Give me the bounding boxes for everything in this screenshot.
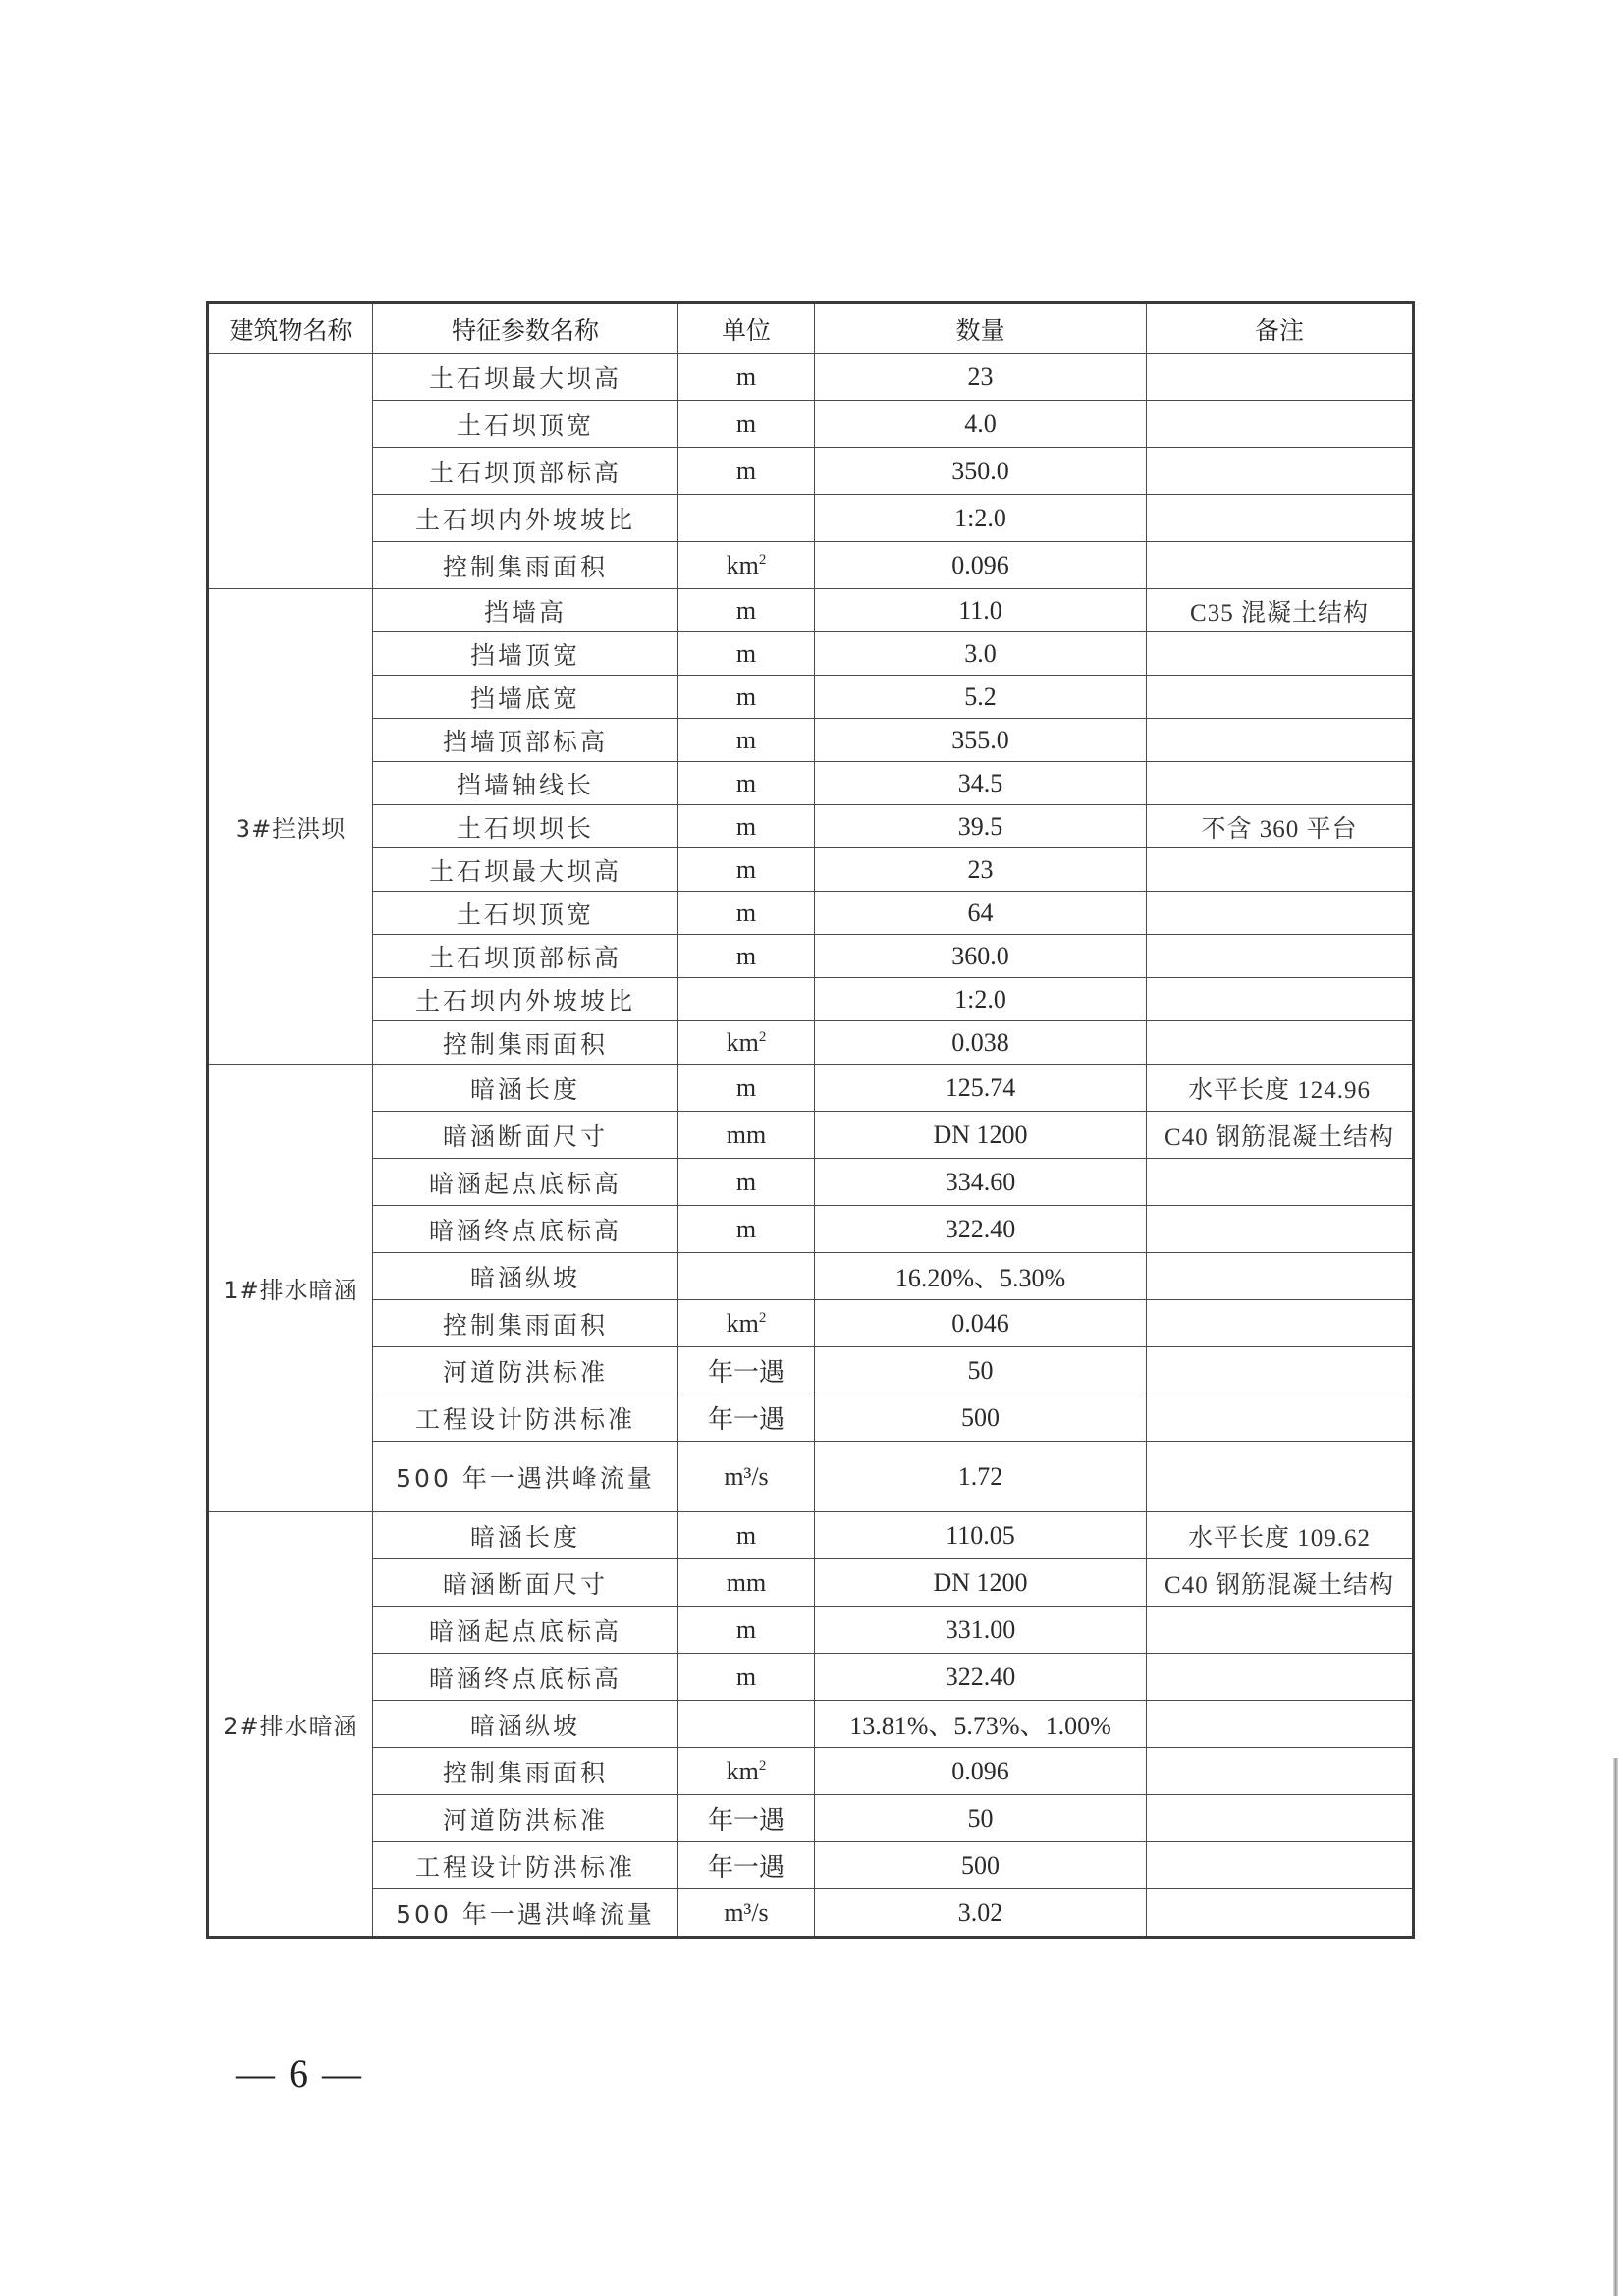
unit-text: m [735,456,757,485]
remark-cell [1147,542,1414,589]
unit-cell [678,1300,815,1347]
unit-cell [678,1442,815,1512]
quantity-cell: 39.5 [815,805,1147,848]
parameter-name-cell: 暗涵纵坡 [373,1701,678,1748]
remark-cell [1147,935,1414,978]
parameter-name-cell: 控制集雨面积 [373,1021,678,1065]
unit-text: km [726,1756,759,1785]
remark-cell [1147,1347,1414,1394]
unit-text: m [735,941,757,970]
remark-cell [1147,676,1414,719]
unit-superscript: 2 [758,551,767,568]
table-row [208,1607,1414,1654]
remark-cell [1147,1394,1414,1442]
parameter-name-cell: 挡墙顶部标高 [373,719,678,762]
table-header-row [208,303,1414,354]
quantity-cell: 4.0 [815,401,1147,448]
parameter-name-cell: 河道防洪标准 [373,1795,678,1842]
unit-cell [678,892,815,935]
unit-cell [678,1394,815,1442]
quantity-cell: 50 [815,1795,1147,1842]
table-row [208,848,1414,892]
remark-cell [1147,1159,1414,1206]
remark-cell [1147,892,1414,935]
parameter-name-cell: 土石坝最大坝高 [373,354,678,401]
remark-cell [1147,401,1414,448]
scan-edge-shadow [1613,1758,1618,2296]
unit-text: m [735,854,757,884]
unit-text: m [735,638,757,668]
remark-cell [1147,762,1414,805]
unit-cell [678,495,815,542]
unit-cell [678,1206,815,1253]
table-row [208,354,1414,401]
quantity-cell: 322.40 [815,1206,1147,1253]
unit-text: 年一遇 [707,1358,784,1387]
parameter-name-cell: 控制集雨面积 [373,1300,678,1347]
quantity-cell: 3.0 [815,632,1147,676]
unit-text: m³/s [724,1897,769,1927]
parameter-name-cell: 控制集雨面积 [373,1748,678,1795]
unit-cell [678,589,815,632]
remark-cell [1147,1607,1414,1654]
unit-cell [678,1159,815,1206]
parameter-name-cell: 土石坝内外坡坡比 [373,978,678,1021]
unit-cell [678,1654,815,1701]
table-row [208,1021,1414,1065]
header-building-name: 建筑物名称 [208,303,373,354]
remark-cell [1147,1300,1414,1347]
table-row [208,1065,1414,1112]
remark-cell [1147,448,1414,495]
table-row [208,978,1414,1021]
unit-cell [678,762,815,805]
unit-text: m [735,409,757,438]
remark-cell [1147,1889,1414,1938]
unit-text: m [735,1214,757,1243]
table-row [208,1442,1414,1512]
parameter-name-cell: 河道防洪标准 [373,1347,678,1394]
table-row [208,1300,1414,1347]
parameter-name-cell: 土石坝顶宽 [373,892,678,935]
table-row [208,1748,1414,1795]
parameter-name-cell: 挡墙顶宽 [373,632,678,676]
table-row [208,632,1414,676]
quantity-cell: 64 [815,892,1147,935]
parameter-name-cell: 挡墙轴线长 [373,762,678,805]
quantity-cell: 50 [815,1347,1147,1394]
unit-cell [678,719,815,762]
unit-superscript: 2 [758,1757,767,1774]
quantity-cell: 500 [815,1842,1147,1889]
quantity-cell: 334.60 [815,1159,1147,1206]
quantity-cell: 3.02 [815,1889,1147,1938]
table-row [208,935,1414,978]
unit-cell [678,1112,815,1159]
parameter-name-cell: 500 年一遇洪峰流量 [373,1442,678,1512]
unit-text: mm [726,1120,767,1149]
unit-text: m [735,725,757,754]
unit-cell [678,1559,815,1607]
remark-cell [1147,848,1414,892]
parameter-name-cell: 暗涵断面尺寸 [373,1559,678,1607]
page-number: — 6 — [236,2051,363,2096]
unit-text: 年一遇 [707,1806,784,1834]
parameter-name-cell: 土石坝顶部标高 [373,935,678,978]
unit-text: m [735,1614,757,1644]
unit-text: km [726,1308,759,1338]
unit-text: m [735,811,757,841]
unit-cell [678,1021,815,1065]
unit-text: m [735,1662,757,1691]
parameter-name-cell: 挡墙底宽 [373,676,678,719]
parameter-name-cell: 工程设计防洪标准 [373,1842,678,1889]
parameter-name-cell: 工程设计防洪标准 [373,1394,678,1442]
remark-cell: 不含 360 平台 [1147,805,1414,848]
unit-superscript: 2 [758,1309,767,1326]
unit-text: m [735,361,757,391]
header-quantity: 数量 [815,303,1147,354]
parameter-name-cell: 挡墙高 [373,589,678,632]
table-row [208,1842,1414,1889]
table-row [208,1559,1414,1607]
quantity-cell: DN 1200 [815,1559,1147,1607]
building-name-cell [208,354,373,589]
quantity-cell: 23 [815,848,1147,892]
unit-text: m³/s [724,1461,769,1491]
parameter-name-cell: 暗涵起点底标高 [373,1159,678,1206]
unit-cell [678,1795,815,1842]
parameter-name-cell: 暗涵长度 [373,1512,678,1559]
quantity-cell: 322.40 [815,1654,1147,1701]
table-row [208,805,1414,848]
parameter-name-cell: 暗涵断面尺寸 [373,1112,678,1159]
table-row [208,1112,1414,1159]
table-row [208,762,1414,805]
remark-cell: C35 混凝土结构 [1147,589,1414,632]
unit-text: m [735,1520,757,1550]
unit-cell [678,805,815,848]
header-parameter-name: 特征参数名称 [373,303,678,354]
remark-cell [1147,632,1414,676]
table-row [208,448,1414,495]
parameter-name-cell: 土石坝最大坝高 [373,848,678,892]
table-row [208,1701,1414,1748]
remark-cell [1147,1842,1414,1889]
remark-cell: 水平长度 124.96 [1147,1065,1414,1112]
unit-cell [678,632,815,676]
remark-cell [1147,1442,1414,1512]
quantity-cell: 5.2 [815,676,1147,719]
unit-cell [678,542,815,589]
quantity-cell: 0.046 [815,1300,1147,1347]
quantity-cell: 1:2.0 [815,978,1147,1021]
unit-text: 年一遇 [707,1853,784,1882]
parameter-name-cell: 土石坝坝长 [373,805,678,848]
table-row [208,1512,1414,1559]
table-row [208,1394,1414,1442]
unit-cell [678,1889,815,1938]
building-name-cell: 2#排水暗涵 [208,1512,373,1938]
remark-cell [1147,1253,1414,1300]
unit-cell [678,848,815,892]
unit-text: m [735,682,757,711]
remark-cell [1147,1654,1414,1701]
parameter-name-cell: 暗涵长度 [373,1065,678,1112]
remark-cell: C40 钢筋混凝土结构 [1147,1559,1414,1607]
table-body [208,354,1414,1938]
quantity-cell: 125.74 [815,1065,1147,1112]
table-row [208,589,1414,632]
table-row [208,1795,1414,1842]
quantity-cell: 360.0 [815,935,1147,978]
parameters-table [206,301,1415,1939]
parameter-name-cell: 500 年一遇洪峰流量 [373,1889,678,1938]
table-row [208,1253,1414,1300]
parameter-name-cell: 土石坝顶宽 [373,401,678,448]
unit-text: km [726,550,759,579]
remark-cell [1147,719,1414,762]
remark-cell [1147,1206,1414,1253]
quantity-cell: 13.81%、5.73%、1.00% [815,1701,1147,1748]
parameter-name-cell: 控制集雨面积 [373,542,678,589]
unit-text: m [735,595,757,625]
unit-text: m [735,768,757,797]
unit-cell [678,354,815,401]
quantity-cell: 0.038 [815,1021,1147,1065]
parameter-name-cell: 暗涵起点底标高 [373,1607,678,1654]
table-row [208,676,1414,719]
table-row [208,719,1414,762]
unit-cell [678,935,815,978]
table-row [208,1347,1414,1394]
quantity-cell: 355.0 [815,719,1147,762]
quantity-cell: 1:2.0 [815,495,1147,542]
quantity-cell: 110.05 [815,1512,1147,1559]
remark-cell: C40 钢筋混凝土结构 [1147,1112,1414,1159]
quantity-cell: 1.72 [815,1442,1147,1512]
quantity-cell: 0.096 [815,542,1147,589]
unit-text: mm [726,1567,767,1597]
unit-cell [678,448,815,495]
unit-cell [678,676,815,719]
unit-cell [678,401,815,448]
remark-cell [1147,354,1414,401]
table-row [208,892,1414,935]
remark-cell [1147,495,1414,542]
parameter-name-cell: 暗涵纵坡 [373,1253,678,1300]
unit-superscript: 2 [758,1028,767,1045]
unit-cell [678,1253,815,1300]
unit-cell [678,1701,815,1748]
remark-cell [1147,1748,1414,1795]
table-row [208,1159,1414,1206]
quantity-cell: 11.0 [815,589,1147,632]
building-name-cell: 3#拦洪坝 [208,589,373,1065]
unit-cell [678,1748,815,1795]
quantity-cell: 350.0 [815,448,1147,495]
unit-cell [678,1842,815,1889]
parameter-name-cell: 暗涵终点底标高 [373,1654,678,1701]
remark-cell: 水平长度 109.62 [1147,1512,1414,1559]
building-name-cell: 1#排水暗涵 [208,1065,373,1512]
parameter-name-cell: 土石坝内外坡坡比 [373,495,678,542]
unit-cell [678,1347,815,1394]
unit-text: m [735,898,757,927]
unit-text: m [735,1072,757,1102]
unit-text: km [726,1027,759,1057]
unit-text: m [735,1167,757,1196]
parameter-name-cell: 土石坝顶部标高 [373,448,678,495]
unit-cell [678,978,815,1021]
quantity-cell: 331.00 [815,1607,1147,1654]
unit-cell [678,1065,815,1112]
quantity-cell: 34.5 [815,762,1147,805]
remark-cell [1147,1021,1414,1065]
table-row [208,1889,1414,1938]
quantity-cell: 23 [815,354,1147,401]
header-unit: 单位 [678,303,815,354]
unit-cell [678,1607,815,1654]
table-row [208,1206,1414,1253]
table-row [208,495,1414,542]
quantity-cell: 500 [815,1394,1147,1442]
remark-cell [1147,978,1414,1021]
unit-cell [678,1512,815,1559]
table-row [208,401,1414,448]
quantity-cell: 0.096 [815,1748,1147,1795]
parameter-name-cell: 暗涵终点底标高 [373,1206,678,1253]
header-remark: 备注 [1147,303,1414,354]
quantity-cell: 16.20%、5.30% [815,1253,1147,1300]
quantity-cell: DN 1200 [815,1112,1147,1159]
table-row [208,1654,1414,1701]
unit-text: 年一遇 [707,1405,784,1434]
remark-cell [1147,1701,1414,1748]
table-row [208,542,1414,589]
remark-cell [1147,1795,1414,1842]
